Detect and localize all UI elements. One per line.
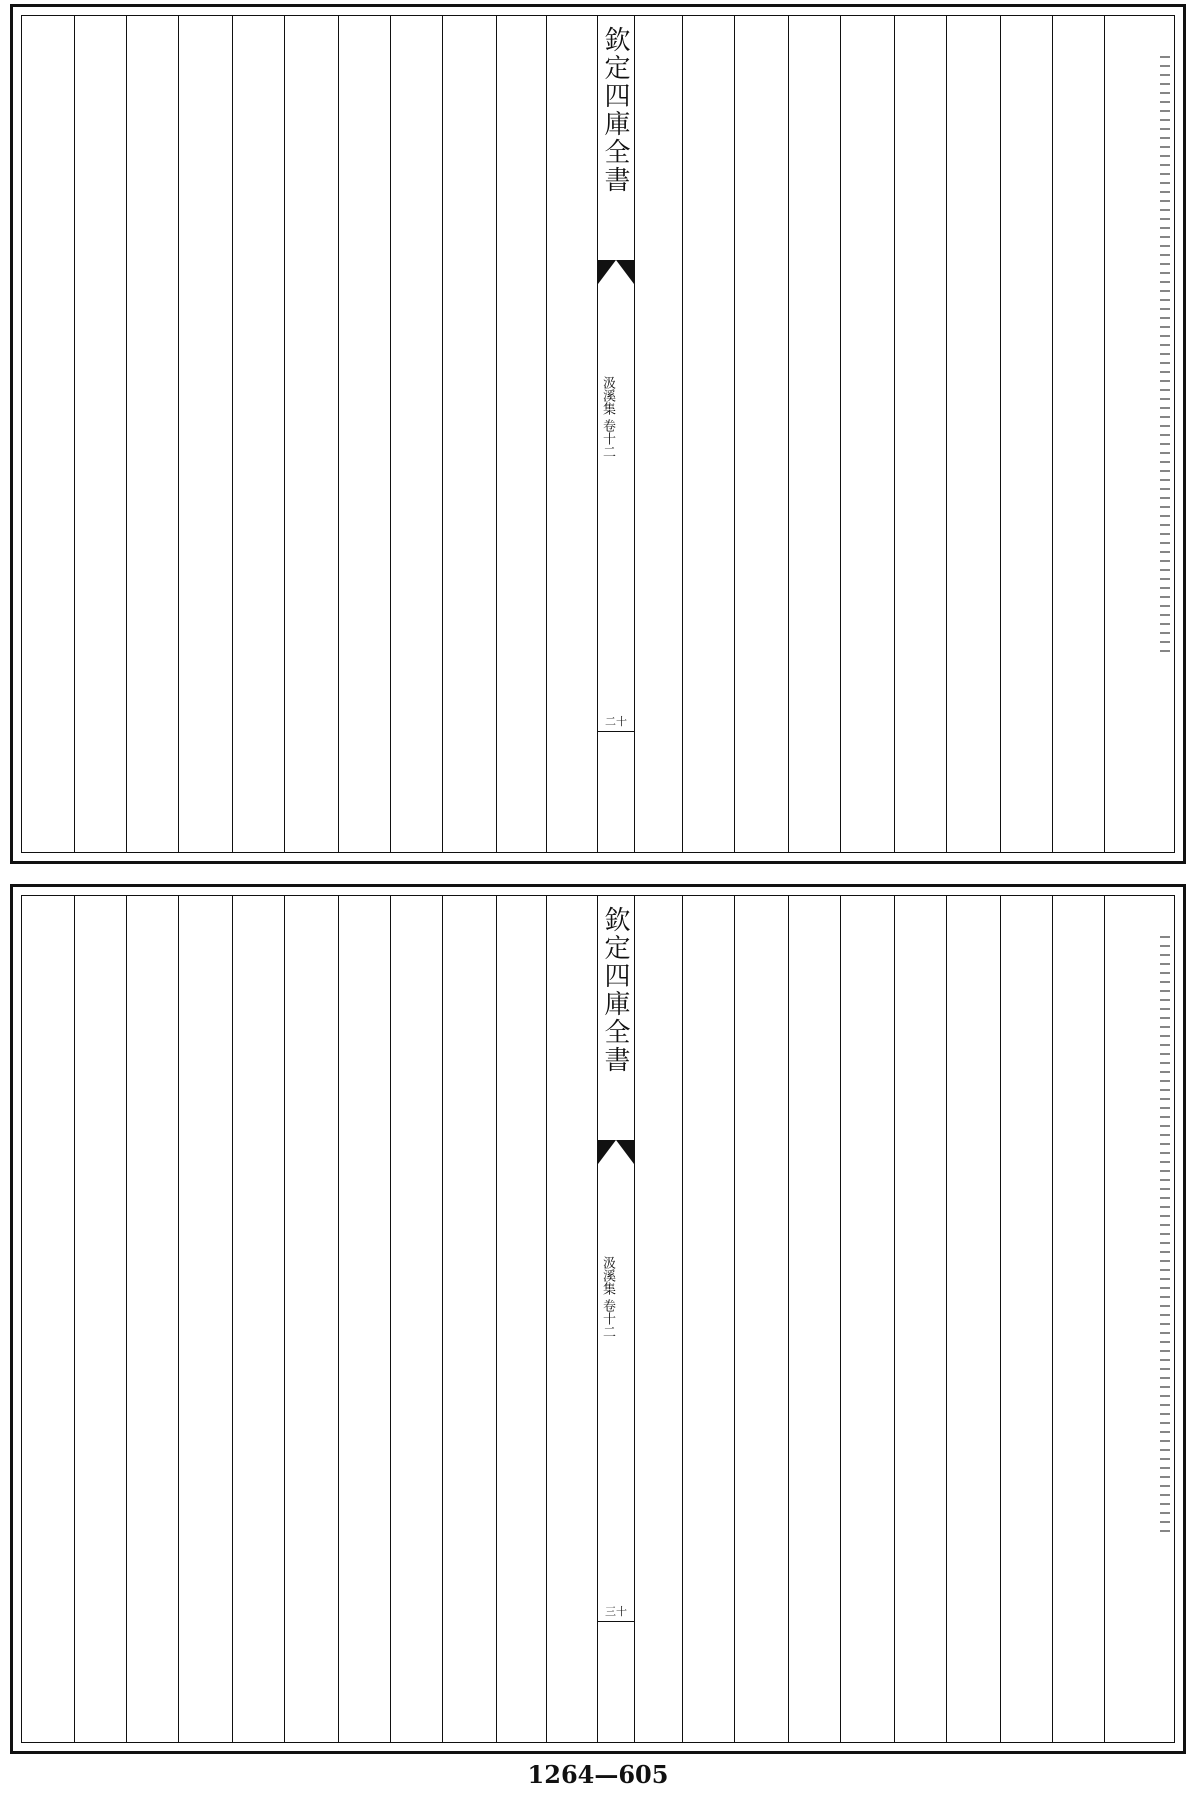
- column-rule: [390, 16, 391, 852]
- column-rule: [788, 896, 789, 1742]
- top-page: [10, 4, 1186, 864]
- column-rule: [1104, 16, 1105, 852]
- book-title: 欽定四庫全書: [600, 906, 630, 1074]
- column-rule: [894, 16, 895, 852]
- column-rule: [682, 16, 683, 852]
- column-rule: [788, 16, 789, 852]
- column-rule: [126, 16, 127, 852]
- column-rule: [546, 896, 547, 1742]
- column-rule: [284, 16, 285, 852]
- column-rule: [442, 896, 443, 1742]
- column-rule: [74, 16, 75, 852]
- page-number: 三十: [598, 1603, 634, 1622]
- column-rule: [338, 896, 339, 1742]
- bottom-center-strip: [597, 896, 635, 1742]
- column-rule: [496, 16, 497, 852]
- column-rule: [284, 896, 285, 1742]
- top-page-inner-frame: [21, 15, 1175, 853]
- fishtail-mark: [598, 1140, 634, 1164]
- column-rule: [1052, 16, 1053, 852]
- edge-stain: [1160, 936, 1170, 1536]
- column-rule: [1000, 896, 1001, 1742]
- edge-stain: [1160, 56, 1170, 656]
- column-rule: [442, 16, 443, 852]
- column-rule: [546, 16, 547, 852]
- column-rule: [74, 896, 75, 1742]
- column-rule: [1052, 896, 1053, 1742]
- fishtail-mark: [598, 260, 634, 284]
- page-footer-number: 1264—605: [527, 1760, 669, 1789]
- column-rule: [946, 16, 947, 852]
- column-rule: [734, 896, 735, 1742]
- column-rule: [840, 16, 841, 852]
- top-center-strip: [597, 16, 635, 852]
- column-rule: [946, 896, 947, 1742]
- column-rule: [232, 16, 233, 852]
- column-rule: [1104, 896, 1105, 1742]
- chapter-label: 汲溪集 卷十二: [600, 376, 615, 459]
- bottom-page-inner-frame: [21, 895, 1175, 1743]
- page-number: 二十: [598, 713, 634, 732]
- column-rule: [682, 896, 683, 1742]
- column-rule: [232, 896, 233, 1742]
- column-rule: [496, 896, 497, 1742]
- column-rule: [390, 896, 391, 1742]
- column-rule: [894, 896, 895, 1742]
- chapter-label: 汲溪集 卷十二: [600, 1256, 615, 1339]
- column-rule: [338, 16, 339, 852]
- column-rule: [734, 16, 735, 852]
- column-rule: [1000, 16, 1001, 852]
- column-rule: [126, 896, 127, 1742]
- column-rule: [840, 896, 841, 1742]
- column-rule: [178, 16, 179, 852]
- column-rule: [178, 896, 179, 1742]
- book-title: 欽定四庫全書: [600, 26, 630, 194]
- bottom-page: [10, 884, 1186, 1754]
